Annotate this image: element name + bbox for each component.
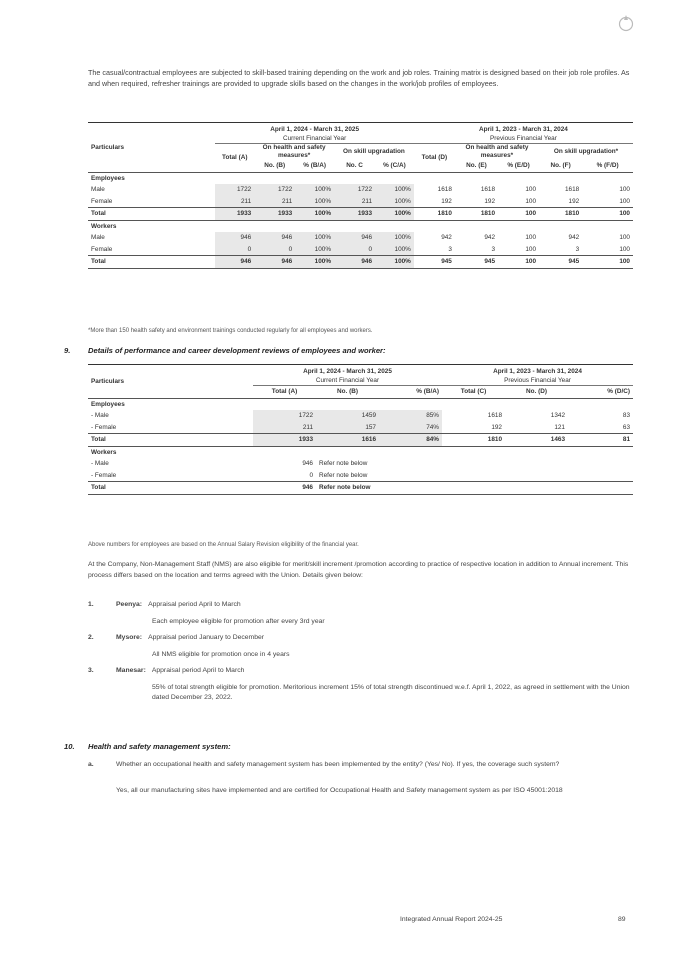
group-workers: Workers (91, 222, 117, 230)
section-9-number: 9. (64, 346, 71, 355)
table-row: - Male 946 Refer note below (91, 460, 368, 468)
header-total-c: Total (C) (460, 388, 487, 396)
section-10-a-question: Whether an occupational health and safety management system has been implemented by the entity? (Yes/ No). If yes, the coverage such system? (116, 761, 560, 768)
header-previous-year: April 1, 2023 - March 31, 2024 Previous Financial Year (479, 126, 568, 142)
section-10-number: 10. (64, 742, 75, 751)
table-row: Female 0 0 100% 0 100% 3 3 100 3 100 (88, 244, 633, 256)
table-total-row: Total 946 Refer note below (88, 482, 633, 495)
table1-footnote: *More than 150 health safety and environment trainings conducted regularly for all employees and workers. (88, 328, 373, 334)
header-current-year: April 1, 2024 - March 31, 2025 Current Financial Year (303, 368, 392, 384)
header-particulars: Particulars (91, 143, 125, 151)
table-row: - Female 211 157 74% 192 121 63 (88, 422, 633, 434)
header-pct-ed: % (E/D) (507, 162, 530, 170)
header-skill-upgradation: On skill upgradation (343, 148, 405, 155)
header-skill-upgradation-prev: On skill upgradation* (553, 148, 619, 155)
section-9-title: Details of performance and career development reviews of employees and worker: (88, 346, 386, 355)
training-table (88, 122, 633, 269)
location-list (88, 600, 633, 710)
table-row: Male 1722 1722 100% 1722 100% 1618 1618 100 1618 100 (88, 184, 633, 196)
table-row: Female 211 211 100% 211 100% 192 192 100 192 100 (88, 196, 633, 208)
header-no-f: No. (F) (550, 162, 571, 170)
header-pct-ba: % (B/A) (303, 162, 326, 170)
header-health-safety: On health and safety measures* (262, 144, 326, 159)
header-current-year: April 1, 2024 - March 31, 2025 Current Financial Year (270, 126, 360, 142)
header-total-prev: Total (D) (421, 154, 448, 162)
header-no-b: No. (B) (337, 388, 358, 396)
table-row: - Female 0 Refer note below (91, 471, 368, 479)
table-total-row: Total 1933 1933 100% 1933 100% 1810 1810 100 1810 100 (88, 208, 633, 221)
header-pct-dc: % (D/C) (607, 388, 630, 396)
table-row: Male 946 946 100% 946 100% 942 942 100 942 100 (88, 232, 633, 244)
performance-review-table (88, 364, 633, 495)
header-total-a: Total (A) (271, 388, 298, 396)
header-pct-ca: % (C/A) (383, 162, 406, 170)
table-total-row: Total 1933 1616 84% 1810 1463 81 (88, 434, 633, 447)
header-no-b: No. (B) (264, 162, 286, 170)
list-item: 3. Manesar: Appraisal period April to March 55% of total strength eligible for promotion. Meritorious increment 15% of total strength discontinued w.e.f. April 1, 2022, as agreed in settlement with the Union dated December 23, 2022. (88, 667, 630, 701)
intro-paragraph: The casual/contractual employees are subjected to skill-based training depending on the work and job roles. Training matrix is designed based on their job role profiles. As and when required, refresher trainings are provided to upgrade skills based on the changes in the work/job profiles of employees. (88, 68, 630, 88)
footer-report-title: Integrated Annual Report 2024-25 (400, 916, 503, 923)
header-pct-ba: % (B/A) (416, 388, 439, 396)
header-no-c: No. C (346, 162, 363, 170)
header-health-safety-prev: On health and safety measures* (465, 144, 529, 159)
group-workers: Workers (91, 448, 117, 456)
table2-footnote: Above numbers for employees are based on the Annual Salary Revision eligibility of the financial year. (88, 542, 359, 548)
header-previous-year: April 1, 2023 - March 31, 2024 Previous Financial Year (493, 368, 582, 384)
list-item: 2. Mysore: Appraisal period January to December All NMS eligible for promotion once in 4 years (88, 634, 290, 658)
list-item: 1. Peenya: Appraisal period April to March Each employee eligible for promotion after every 3rd year (88, 601, 325, 625)
table-row: - Male 1722 1459 85% 1618 1342 83 (88, 410, 633, 422)
header-pct-fd: % (F/D) (596, 162, 619, 170)
header-total: Total (A) (222, 154, 248, 162)
section-10-a-number: a. (88, 761, 94, 768)
page-number: 89 (618, 916, 626, 923)
header-no-d: No. (D) (526, 388, 547, 396)
header-particulars: Particulars (91, 377, 125, 385)
section-10-title: Health and safety management system: (88, 742, 231, 751)
group-employees: Employees (91, 174, 125, 182)
company-logo-icon (618, 14, 634, 32)
header-no-e: No. (E) (466, 162, 487, 170)
group-employees: Employees (91, 400, 125, 408)
table-total-row: Total 946 946 100% 946 100% 945 945 100 945 100 (88, 256, 633, 269)
nms-paragraph: At the Company, Non-Management Staff (NMS) are also eligible for merit/skill increment /promotion according to practice of respective location in addition to Annual increment. This process differs based on the location and terms agreed with the Union. Details given below: (88, 561, 629, 579)
section-10-a-answer: Yes, all our manufacturing sites have implemented and are certified for Occupational Health and Safety management system as per ISO 45001:2018 (116, 787, 563, 794)
